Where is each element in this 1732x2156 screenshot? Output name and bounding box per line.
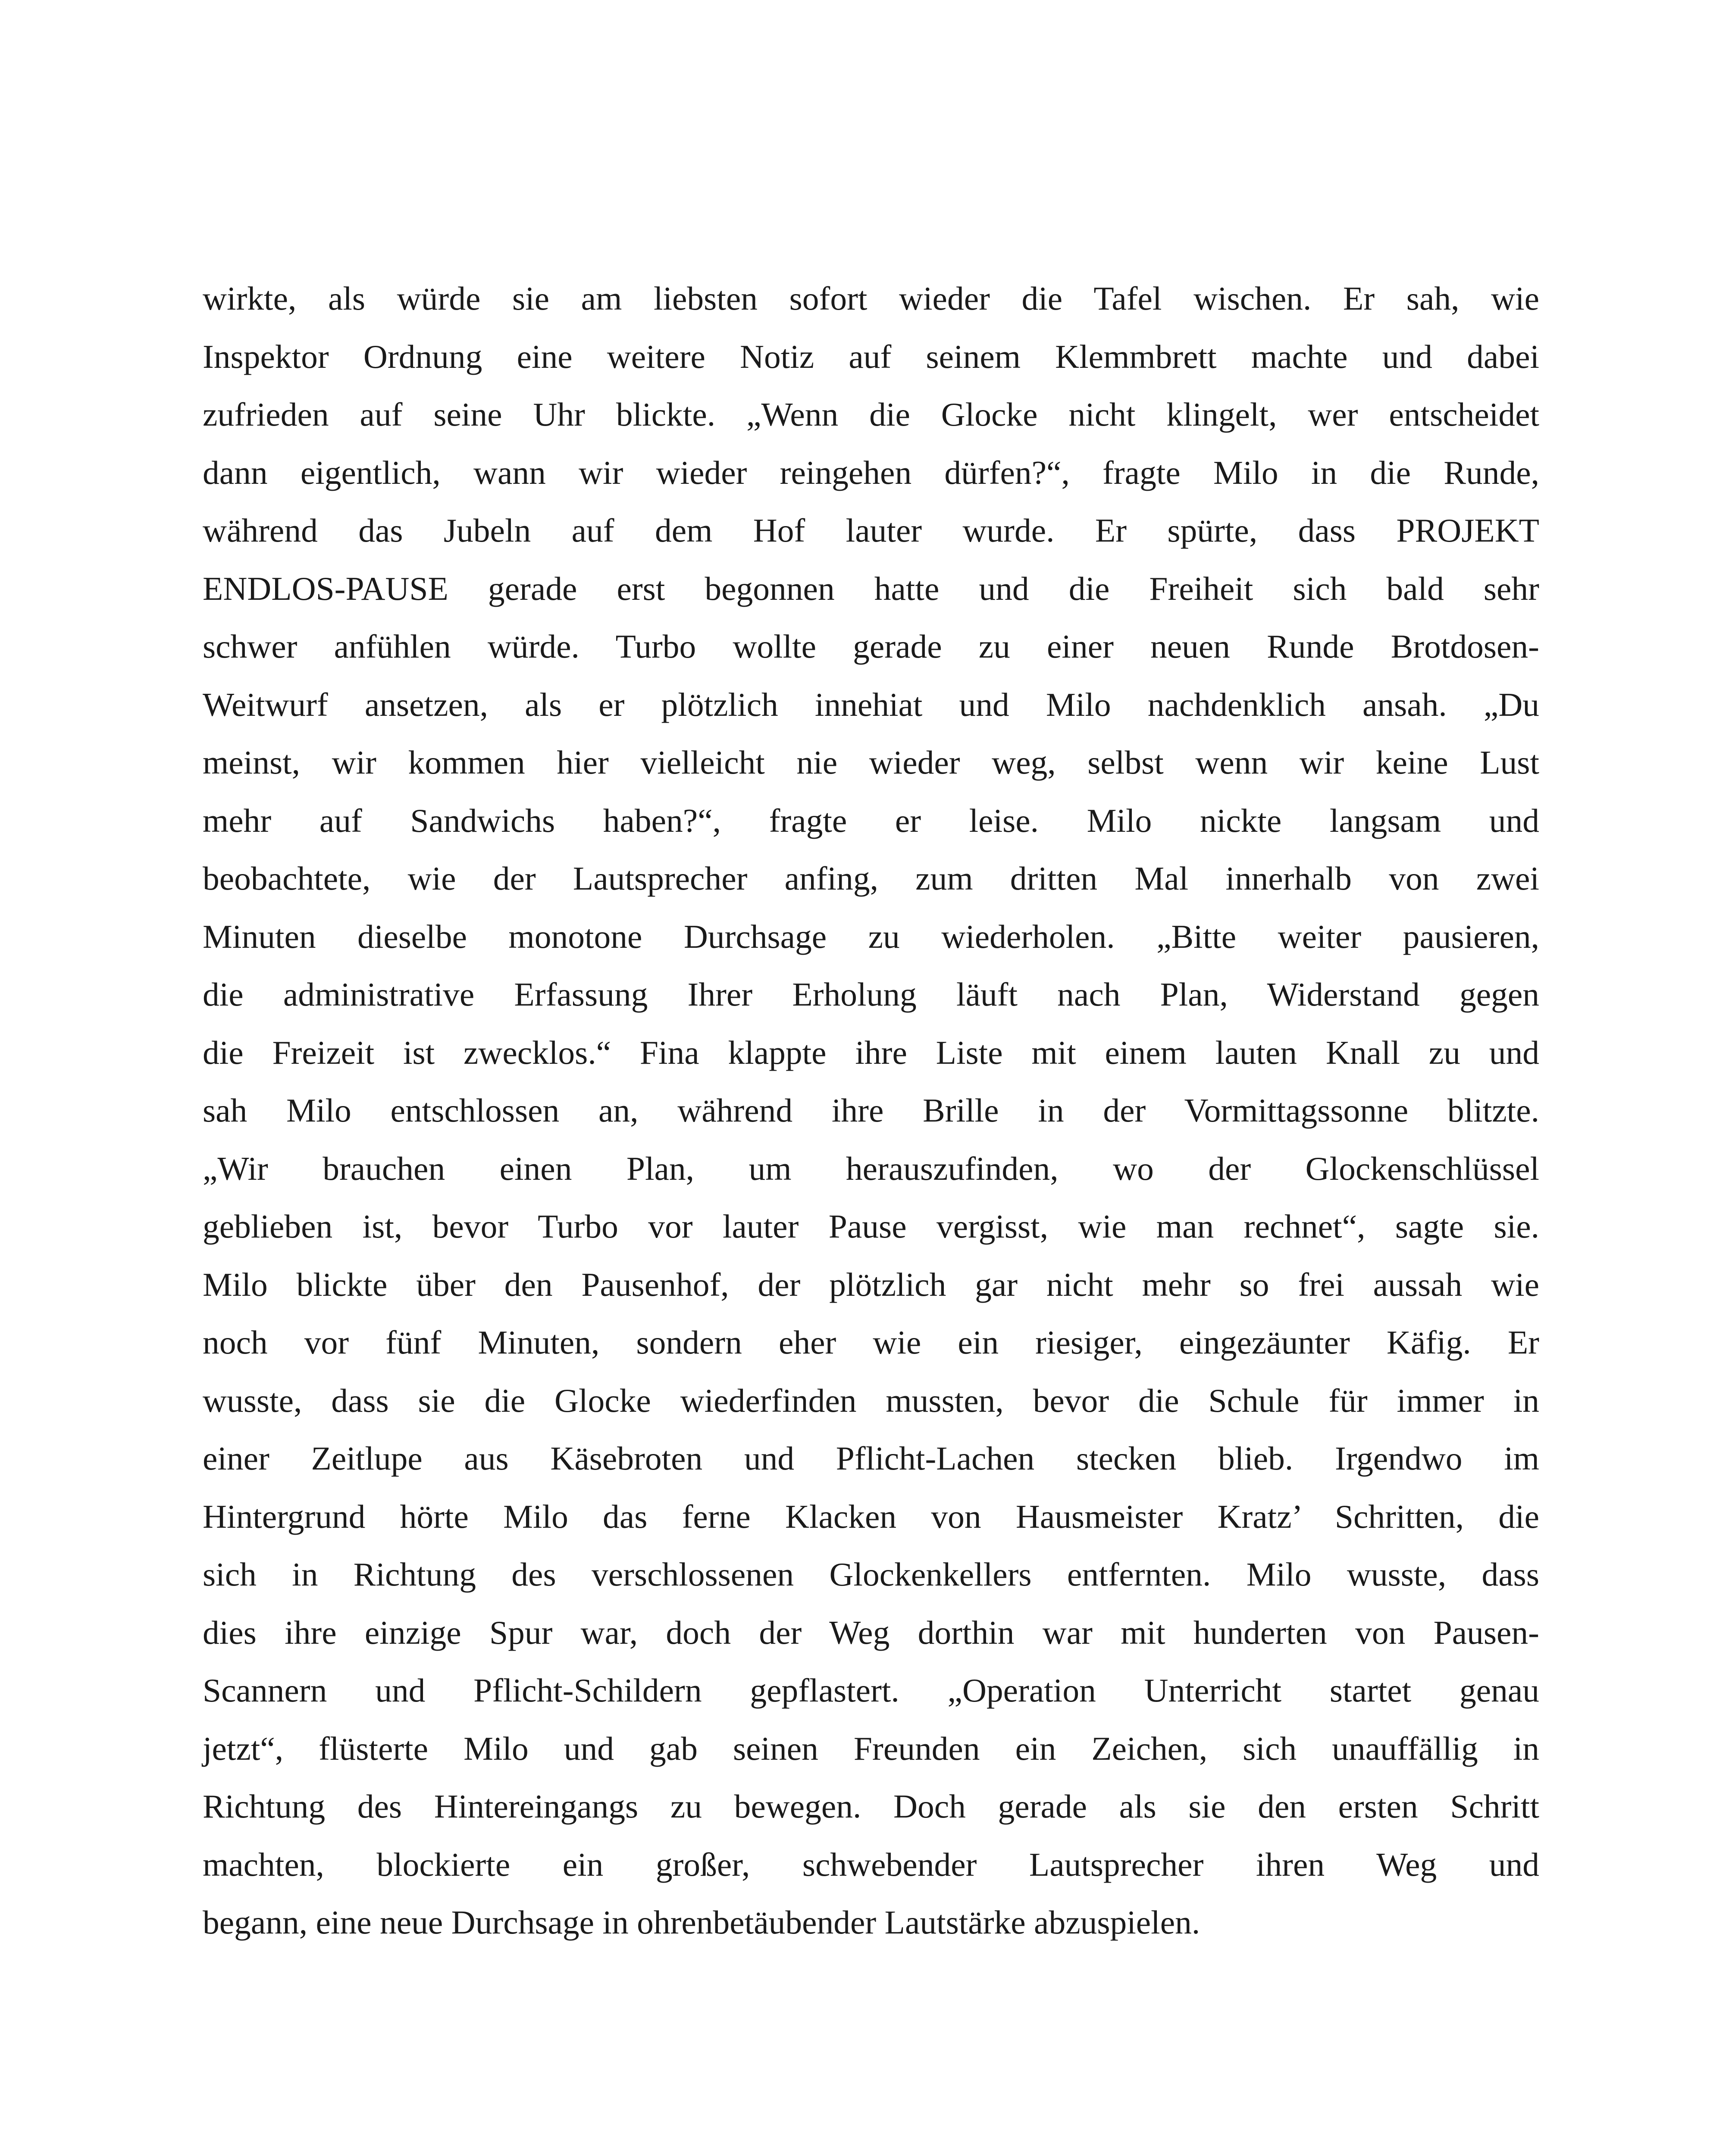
text-line: schwer anfühlen würde. Turbo wollte gerade zu einer neuen Runde Brotdosen- [203,628,1539,665]
text-line: dann eigentlich, wann wir wieder reingehen dürfen?“, fragte Milo in die Runde, [203,454,1539,491]
text-line: die administrative Erfassung Ihrer Erholung läuft nach Plan, Widerstand gegen [203,976,1539,1013]
text-line: zufrieden auf seine Uhr blickte. „Wenn die Glocke nicht klingelt, wer entscheidet [203,396,1539,433]
text-line: dies ihre einzige Spur war, doch der Weg dorthin war mit hunderten von Pausen- [203,1614,1539,1651]
text-line: Weitwurf ansetzen, als er plötzlich innehiat und Milo nachdenklich ansah. „Du [203,686,1539,723]
text-line: sah Milo entschlossen an, während ihre Brille in der Vormittagssonne blitzte. [203,1092,1539,1129]
text-line: Hintergrund hörte Milo das ferne Klacken von Hausmeister Kratz’ Schritten, die [203,1498,1539,1535]
text-line: wusste, dass sie die Glocke wiederfinden mussten, bevor die Schule für immer in [203,1382,1539,1419]
text-line: sich in Richtung des verschlossenen Glockenkellers entfernten. Milo wusste, dass [203,1556,1539,1593]
text-line: geblieben ist, bevor Turbo vor lauter Pause vergisst, wie man rechnet“, sagte sie. [203,1208,1539,1245]
text-line: „Wir brauchen einen Plan, um herauszufinden, wo der Glockenschlüssel [203,1150,1539,1187]
text-line: meinst, wir kommen hier vielleicht nie wieder weg, selbst wenn wir keine Lust [203,744,1539,781]
body-text [203,270,1539,1952]
text-line: Richtung des Hintereingangs zu bewegen. Doch gerade als sie den ersten Schritt [203,1788,1539,1825]
text-line: jetzt“, flüsterte Milo und gab seinen Freunden ein Zeichen, sich unauffällig in [203,1730,1539,1767]
text-line: noch vor fünf Minuten, sondern eher wie ein riesiger, eingezäunter Käfig. Er [203,1324,1539,1361]
text-line: Minuten dieselbe monotone Durchsage zu wiederholen. „Bitte weiter pausieren, [203,918,1539,955]
text-line: machten, blockierte ein großer, schwebender Lautsprecher ihren Weg und [203,1846,1539,1883]
text-line: die Freizeit ist zwecklos.“ Fina klappte ihre Liste mit einem lauten Knall zu und [203,1034,1539,1071]
text-line: beobachtete, wie der Lautsprecher anfing, zum dritten Mal innerhalb von zwei [203,860,1539,897]
text-line: Inspektor Ordnung eine weitere Notiz auf seinem Klemmbrett machte und dabei [203,338,1539,375]
text-line: wirkte, als würde sie am liebsten sofort wieder die Tafel wischen. Er sah, wie [203,280,1539,317]
text-line: begann, eine neue Durchsage in ohrenbetäubender Lautstärke abzuspielen. [203,1904,1200,1941]
text-line: mehr auf Sandwichs haben?“, fragte er leise. Milo nickte langsam und [203,802,1539,839]
text-line: während das Jubeln auf dem Hof lauter wurde. Er spürte, dass PROJEKT [203,512,1539,549]
text-line: Milo blickte über den Pausenhof, der plötzlich gar nicht mehr so frei aussah wie [203,1266,1539,1303]
text-line: ENDLOS-PAUSE gerade erst begonnen hatte und die Freiheit sich bald sehr [203,570,1539,607]
text-line: Scannern und Pflicht-Schildern gepflastert. „Operation Unterricht startet genau [203,1672,1539,1709]
text-line: einer Zeitlupe aus Käsebroten und Pflicht-Lachen stecken blieb. Irgendwo im [203,1440,1539,1477]
